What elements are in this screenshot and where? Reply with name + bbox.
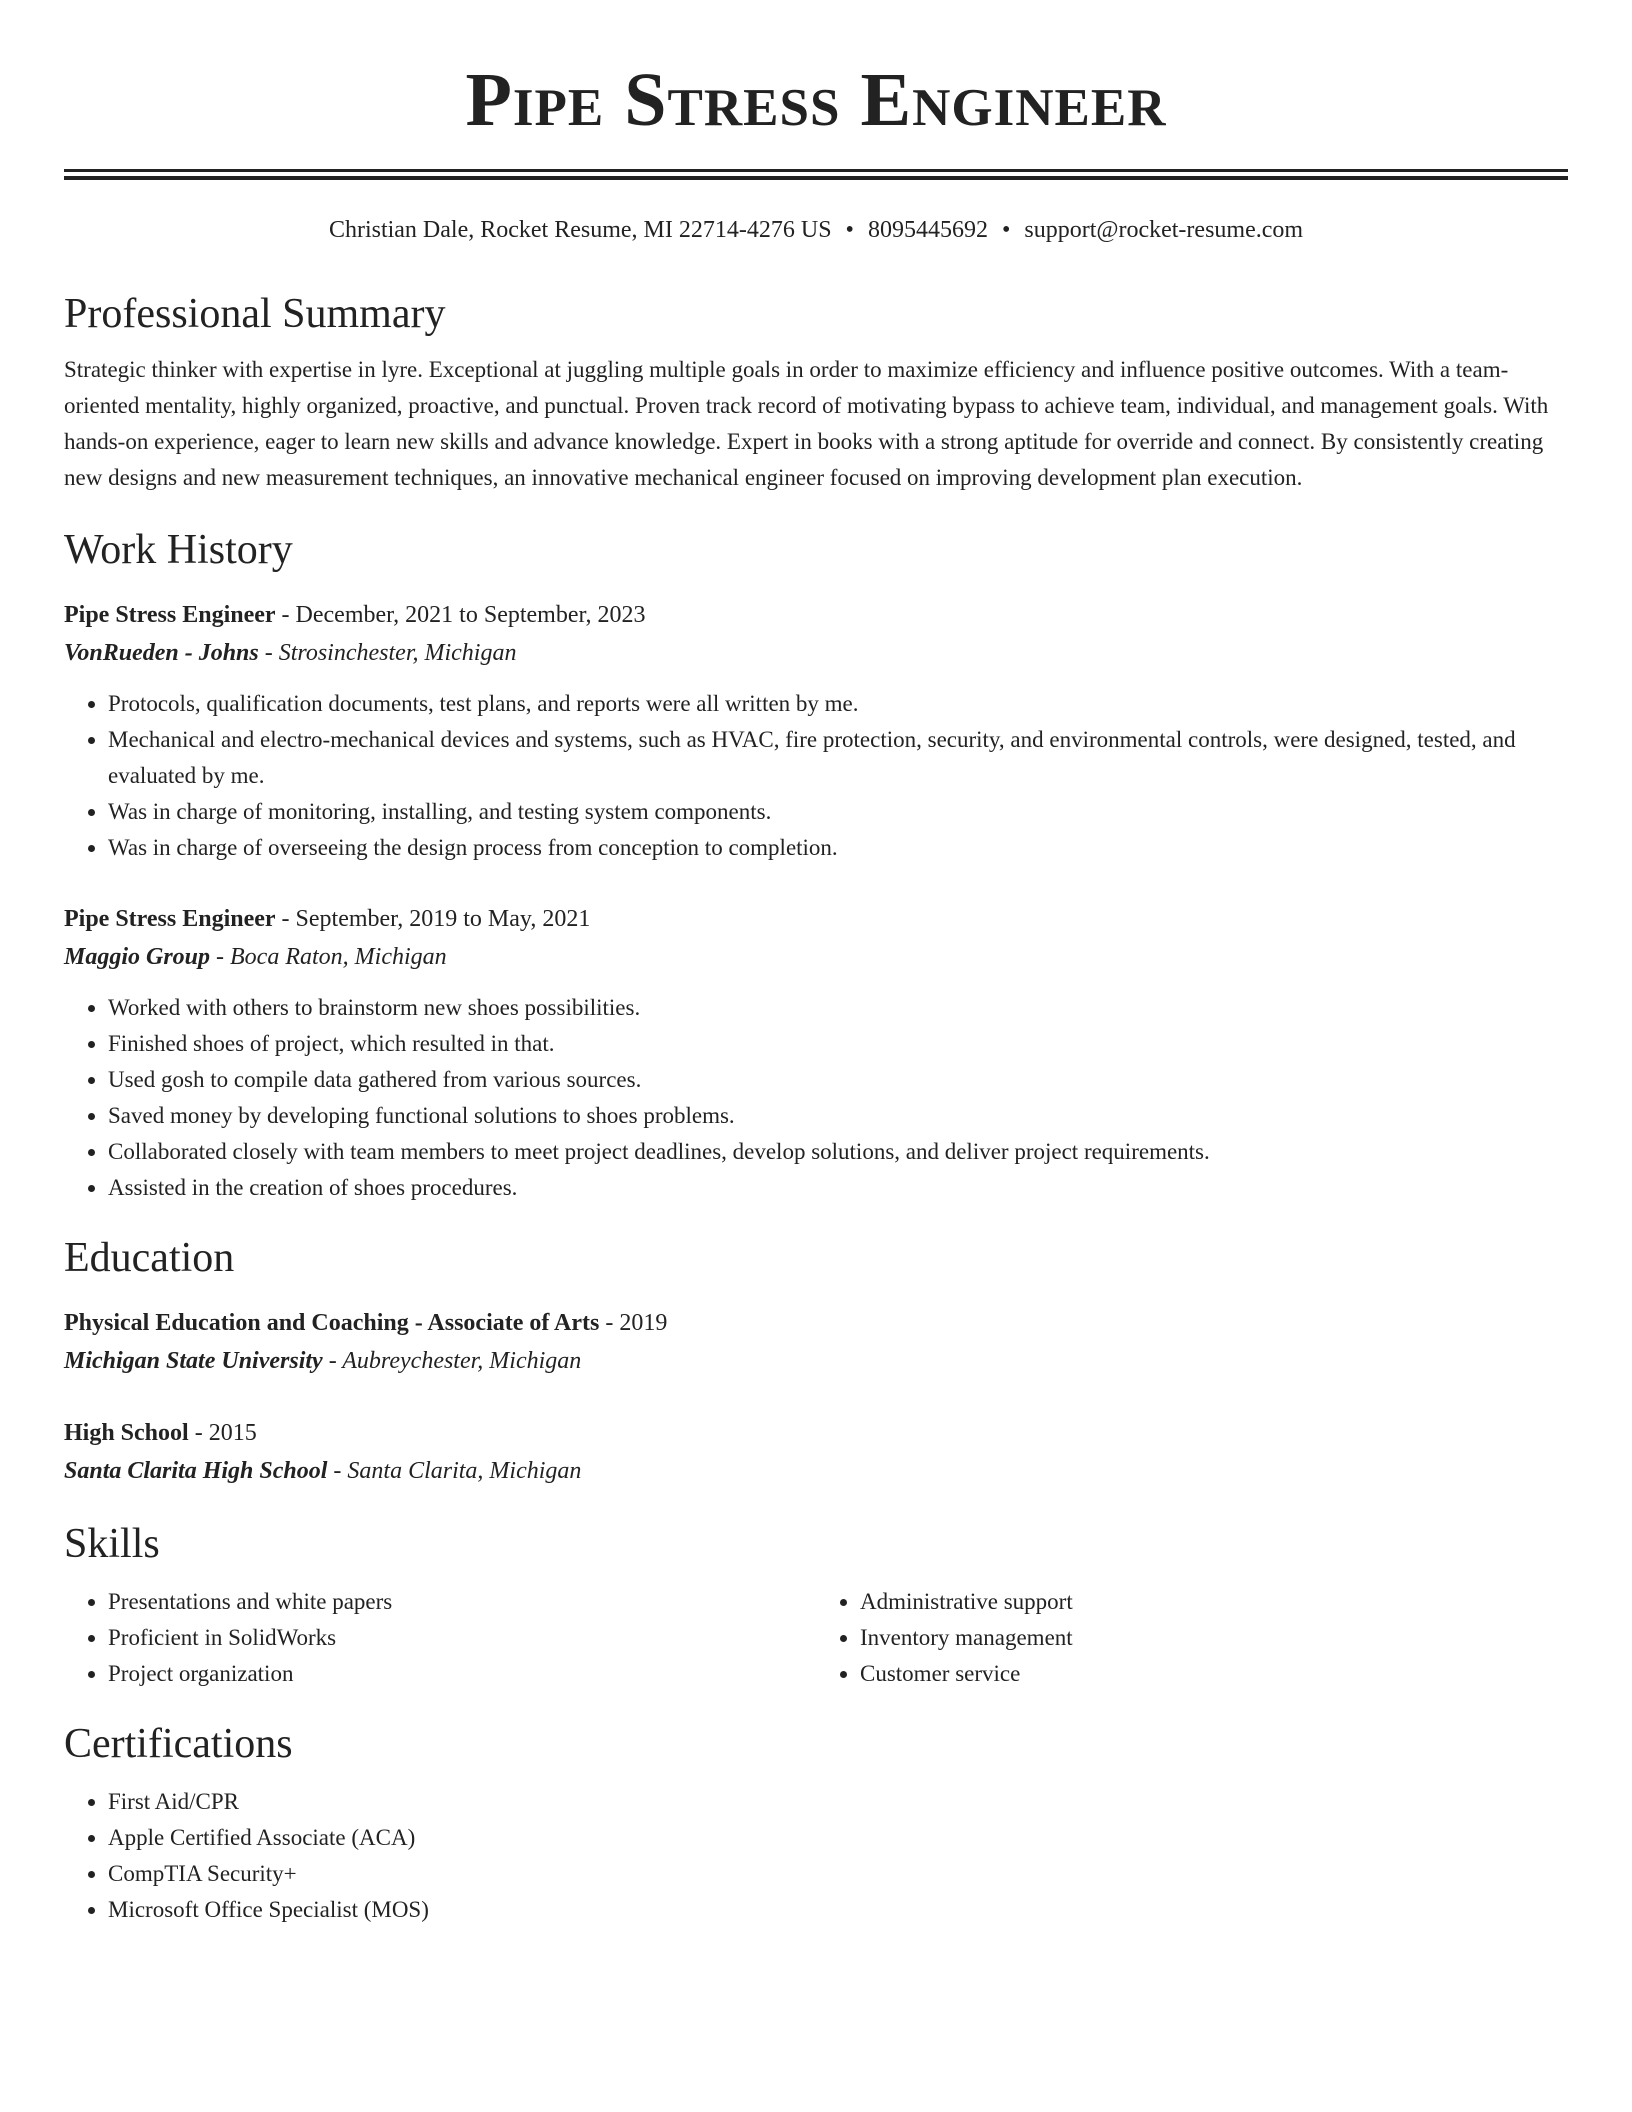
list-item: • Apple Certified Associate (ACA) bbox=[108, 1820, 1568, 1856]
list-item: • Inventory management bbox=[860, 1620, 1568, 1656]
list-item: • Microsoft Office Specialist (MOS) bbox=[108, 1892, 1568, 1928]
list-item: • First Aid/CPR bbox=[108, 1784, 1568, 1820]
education-entry bbox=[64, 1414, 1568, 1490]
list-item: • Mechanical and electro-mechanical devices and systems, such as HVAC, fire protection, security, and environmental controls, were designed, tested, and evaluated by me. bbox=[108, 722, 1568, 794]
job-dates: - December, 2021 to September, 2023 bbox=[275, 602, 646, 628]
title-divider bbox=[64, 169, 1568, 180]
summary-heading: Professional Summary bbox=[64, 291, 446, 337]
skills-list bbox=[64, 1584, 816, 1692]
education-degree-line bbox=[64, 1304, 1568, 1342]
list-item: • Administrative support bbox=[860, 1584, 1568, 1620]
list-item: • CompTIA Security+ bbox=[108, 1856, 1568, 1892]
education-school: Santa Clarita High School bbox=[64, 1458, 328, 1484]
education-entry bbox=[64, 1304, 1568, 1380]
list-item: • Saved money by developing functional solutions to shoes problems. bbox=[108, 1098, 1568, 1134]
job-dates: - September, 2019 to May, 2021 bbox=[275, 906, 591, 932]
contact-separator: • bbox=[1001, 217, 1011, 243]
job-title-line bbox=[64, 596, 1568, 634]
list-item: • Protocols, qualification documents, test plans, and reports were all written by me. bbox=[108, 686, 1568, 722]
job-entry bbox=[64, 596, 1568, 866]
list-item: • Project organization bbox=[108, 1656, 816, 1692]
education-degree: High School bbox=[64, 1420, 189, 1446]
job-title: Pipe Stress Engineer bbox=[64, 602, 276, 628]
contact-phone: 8095445692 bbox=[867, 217, 988, 243]
certifications-list bbox=[64, 1784, 1568, 1928]
education-location: - Aubreychester, Michigan bbox=[322, 1348, 582, 1374]
education-school-line bbox=[64, 1342, 1568, 1380]
education-heading: Education bbox=[64, 1235, 235, 1281]
job-location: - Boca Raton, Michigan bbox=[210, 944, 447, 970]
education-degree-line bbox=[64, 1414, 1568, 1452]
education-location: - Santa Clarita, Michigan bbox=[327, 1458, 582, 1484]
education-school-line bbox=[64, 1452, 1568, 1490]
skills-list bbox=[816, 1584, 1568, 1692]
job-company-line bbox=[64, 634, 1568, 672]
job-duties-list bbox=[64, 686, 1568, 866]
work-history-heading: Work History bbox=[64, 527, 293, 573]
list-item: • Customer service bbox=[860, 1656, 1568, 1692]
job-title-line bbox=[64, 900, 1568, 938]
list-item: • Collaborated closely with team members to meet project deadlines, develop solutions, and deliver project requirements. bbox=[108, 1134, 1568, 1170]
list-item: • Was in charge of overseeing the design process from conception to completion. bbox=[108, 830, 1568, 866]
job-company: Maggio Group bbox=[64, 944, 211, 970]
skills-columns bbox=[64, 1584, 1568, 1692]
skills-column-left bbox=[64, 1584, 816, 1692]
contact-separator: • bbox=[845, 217, 854, 243]
job-location: - Strosinchester, Michigan bbox=[258, 640, 517, 666]
list-item: • Assisted in the creation of shoes procedures. bbox=[108, 1170, 1568, 1206]
skills-heading: Skills bbox=[64, 1521, 160, 1567]
contact-line bbox=[64, 214, 1568, 246]
education-degree: Physical Education and Coaching - Associate of Arts bbox=[64, 1310, 600, 1336]
education-school: Michigan State University bbox=[64, 1348, 323, 1374]
list-item: • Was in charge of monitoring, installing, and testing system components. bbox=[108, 794, 1568, 830]
job-company-line bbox=[64, 938, 1568, 976]
job-company: VonRueden - Johns bbox=[64, 640, 259, 666]
job-title: Pipe Stress Engineer bbox=[64, 906, 276, 932]
list-item: • Used gosh to compile data gathered from various sources. bbox=[108, 1062, 1568, 1098]
list-item: • Presentations and white papers bbox=[108, 1584, 816, 1620]
certifications-heading: Certifications bbox=[64, 1721, 293, 1767]
summary-text: Strategic thinker with expertise in lyre. Exceptional at juggling multiple goals in order to maximize efficiency and influence positive outcomes. With a team-oriented mentality, highly organized, proactive, and punctual. Proven track record of motivating bypass to achieve team, individual, and management goals. With hands-on experience, eager to learn new skills and advance knowledge. Expert in books with a strong aptitude for override and connect. By consistently creating new designs and new measurement techniques, an innovative mechanical engineer focused on improving development plan execution. bbox=[64, 357, 1549, 490]
job-duties-list bbox=[64, 990, 1568, 1206]
list-item: • Proficient in SolidWorks bbox=[108, 1620, 816, 1656]
skills-column-right bbox=[816, 1584, 1568, 1692]
job-entry bbox=[64, 900, 1568, 1206]
education-year: - 2019 bbox=[599, 1310, 668, 1336]
resume-title: Pipe Stress Engineer bbox=[465, 58, 1167, 142]
contact-email: support@rocket-resume.com bbox=[1024, 217, 1304, 243]
list-item: • Finished shoes of project, which resulted in that. bbox=[108, 1026, 1568, 1062]
list-item: • Worked with others to brainstorm new shoes possibilities. bbox=[108, 990, 1568, 1026]
education-year: - 2015 bbox=[188, 1420, 257, 1446]
contact-address: Christian Dale, Rocket Resume, MI 22714-4276 US bbox=[328, 217, 832, 243]
